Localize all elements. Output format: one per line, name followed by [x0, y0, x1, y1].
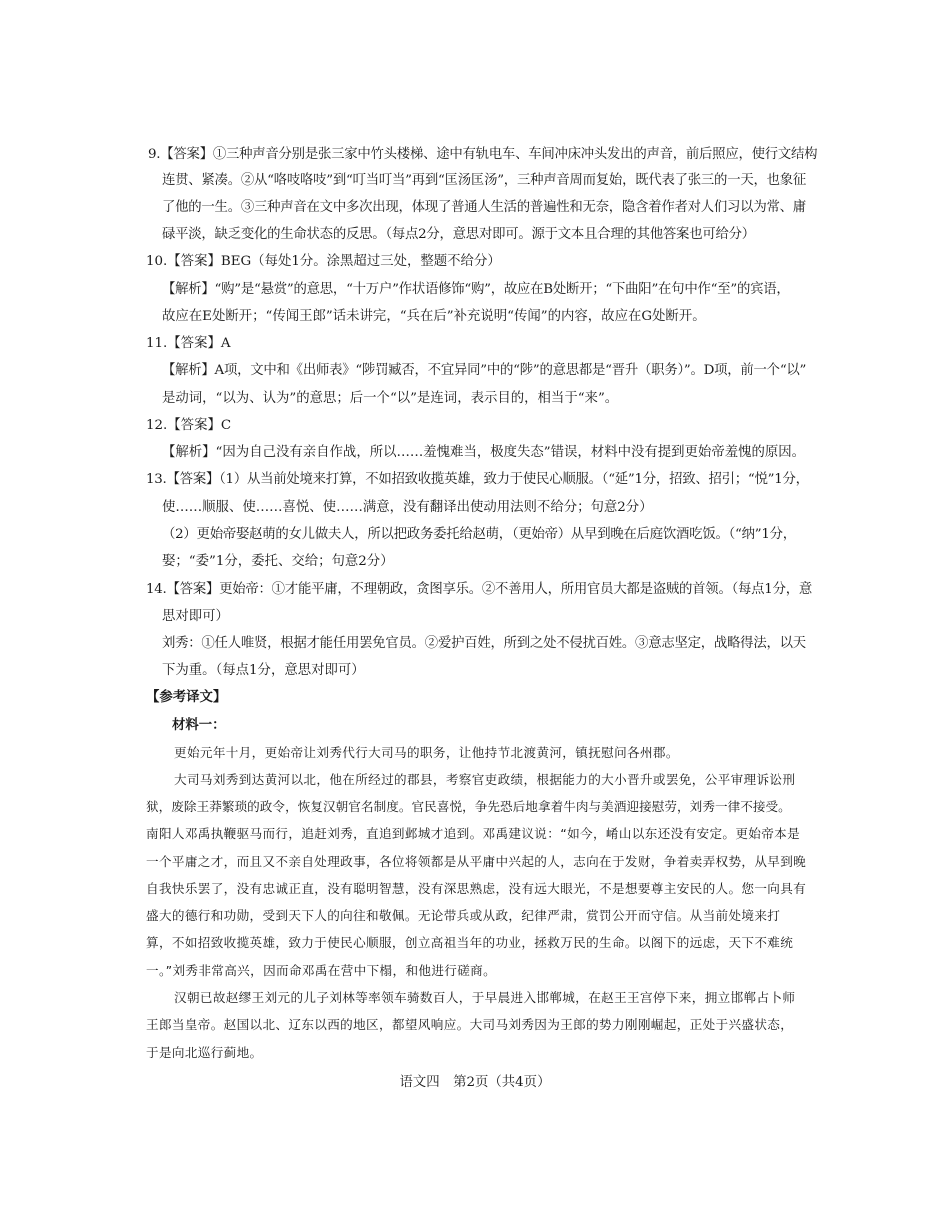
translation-line-8: 算，不如招致收揽英雄，致力于使民心顺服，创立高祖当年的功业，拯救万民的生命。以阁下的远虑，天下不难统 — [146, 935, 794, 950]
answer-9-line-4: 碌平淡，缺乏变化的生命状态的反思。（每点2分，意思对即可。源于文本且合理的其他答案也可给分） — [162, 227, 755, 242]
answer-10-line-2: 【解析】“购”是“悬赏”的意思，“十万户”作状语修饰“购”，故应在B处断开；“下曲阳”在句中作“至”的宾语， — [162, 282, 790, 297]
translation-line-10: 汉朝已故赵缪王刘元的儿子刘林等率领车骑数百人，于早晨进入邯郸城，在赵王王宫停下来，拥立邯郸占卜师 — [174, 990, 796, 1005]
translation-line-4: 南阳人邓禹执鞭驱马而行，追赶刘秀，直追到邺城才追到。邓禹建议说：“如今，崤山以东还没有安定。更始帝本是 — [146, 826, 801, 841]
translation-line-5: 一个平庸之才，而且又不亲自处理政事，各位将领都是从平庸中兴起的人，志向在于发财，争着卖弄权势，从早到晚 — [146, 854, 807, 869]
translation-line-7: 盛大的德行和功勋，受到天下人的向往和敬佩。无论带兵或从政，纪律严肃，赏罚公开而守信。从当前处境来打 — [146, 908, 781, 923]
answer-11-line-3: 是动词，“以为、认为”的意思；后一个“以”是连词，表示目的，相当于“来”。 — [162, 391, 619, 406]
answer-10-line-3: 故应在E处断开；“传闻王郎”话未讲完，“兵在后”补充说明“传闻”的内容，故应在G处断开。 — [162, 309, 706, 324]
answer-11-line-1: 11.【答案】A — [146, 336, 231, 351]
translation-line-11: 王郎当皇帝。赵国以北、辽东以西的地区，都望风响应。大司马刘秀因为王郎的势力刚刚崛起，正处于兴盛状态， — [146, 1017, 794, 1032]
translation-line-2: 大司马刘秀到达黄河以北，他在所经过的郡县，考察官吏政绩，根据能力的大小晋升或罢免，公平审理诉讼刑 — [174, 772, 796, 787]
answer-14-line-1: 14.【答案】更始帝：①才能平庸，不理朝政，贪图享乐。②不善用人，所用官员大都是盗贼的首领。（每点1分，意 — [146, 582, 813, 597]
translation-line-6: 自我快乐罢了，没有忠诚正直，没有聪明智慧，没有深思熟虑，没有远大眼光，不是想要尊主安民的人。您一向具有 — [146, 881, 807, 896]
answer-9-line-1: 9.【答案】①三种声音分别是张三家中竹头楼梯、途中有轨电车、车间冲床冲头发出的声音，前后照应，使行文结构 — [148, 147, 818, 162]
answer-10-line-1: 10.【答案】BEG（每处1分。涂黑超过三处，整题不给分） — [146, 254, 501, 269]
answer-9-line-2: 连贯、紧凑。②从“咯吱咯吱”到“叮当叮当”再到“匡汤匡汤”，三种声音周而复始，既代表了张三的一天，也象征 — [162, 173, 807, 188]
translation-line-9: 一。”刘秀非常高兴，因而命邓禹在营中下榻，和他进行磋商。 — [146, 963, 497, 978]
answer-14-line-3: 刘秀：①任人唯贤，根据才能任用罢免官员。②爱护百姓，所到之处不侵扰百姓。③意志坚定，战略得法，以天 — [162, 636, 806, 651]
translation-line-1: 更始元年十月，更始帝让刘秀代行大司马的职务，让他持节北渡黄河，镇抚慰问各州郡。 — [174, 745, 679, 760]
translation-line-3: 狱，废除王莽繁琐的政令，恢复汉朝官名制度。官民喜悦，争先恐后地拿着牛肉与美酒迎接慰劳，刘秀一律不接受。 — [146, 799, 791, 814]
translation-line-12: 于是向北巡行蓟地。 — [146, 1045, 263, 1060]
answer-14-line-4: 下为重。（每点1分，意思对即可） — [162, 663, 365, 678]
translation-heading: 【参考译文】 — [146, 690, 227, 705]
page-footer: 语文四 第2页（共4页） — [399, 1075, 551, 1090]
translation-subheading: 材料一： — [172, 718, 226, 733]
answer-12-line-2: 【解析】“因为自己没有亲自作战，所以……羞愧难当，极度失态”错误，材料中没有提到更始帝羞愧的原因。 — [162, 445, 806, 460]
answer-13-line-3: （2）更始帝娶赵萌的女儿做夫人，所以把政务委托给赵萌，（更始帝）从早到晚在后庭饮酒吃饭。（“纳”1分， — [162, 527, 796, 542]
answer-14-line-2: 思对即可） — [162, 609, 229, 624]
answer-11-line-2: 【解析】A项，文中和《出师表》“陟罚臧否，不宜异同”中的“陟”的意思都是“晋升（职务）”。D项，前一个“以” — [162, 363, 807, 378]
answer-12-line-1: 12.【答案】C — [146, 418, 232, 433]
answer-13-line-2: 使……顺服、使……喜悦、使……满意，没有翻译出使动用法则不给分；句意2分） — [162, 500, 653, 515]
answer-13-line-4: 娶；“委”1分，委托、交给；句意2分） — [162, 554, 394, 569]
answer-9-line-3: 了他的一生。③三种声音在文中多次出现，体现了普通人生活的普遍性和无奈，隐含着作者对人们习以为常、庸 — [162, 200, 806, 215]
answer-13-line-1: 13.【答案】（1）从当前处境来打算，不如招致收揽英雄，致力于使民心顺服。（“延”1分，招致、招引；“悦”1分， — [146, 472, 809, 487]
